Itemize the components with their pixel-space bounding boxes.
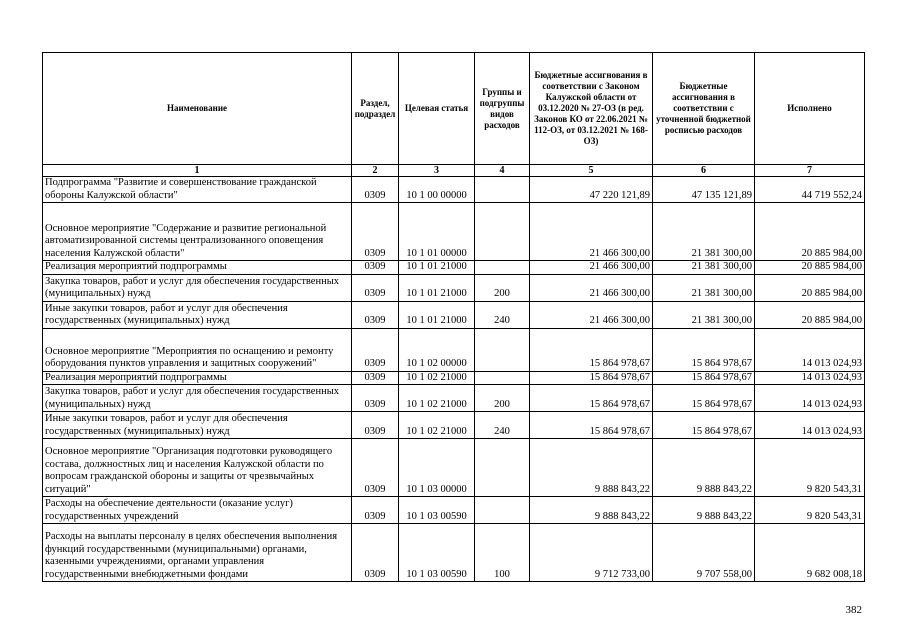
column-number: 3 (399, 165, 475, 177)
row-schedule-amount: 15 864 978,67 (653, 412, 755, 439)
row-target-article: 10 1 02 21000 (399, 371, 475, 385)
row-executed-amount: 14 013 024,93 (755, 328, 865, 371)
row-schedule-amount: 15 864 978,67 (653, 371, 755, 385)
row-section: 0309 (352, 177, 399, 203)
column-number: 2 (352, 165, 399, 177)
column-number: 6 (653, 165, 755, 177)
row-name: Закупка товаров, работ и услуг для обеспечения государственных (муниципальных) нужд (43, 385, 352, 412)
row-law-amount: 21 466 300,00 (530, 203, 653, 261)
table-body (43, 177, 865, 582)
row-schedule-amount: 47 135 121,89 (653, 177, 755, 203)
row-executed-amount: 14 013 024,93 (755, 412, 865, 439)
header-law-allocations: Бюджетные ассигнования в соответствии с Законом Калужской области от 03.12.2020 № 27-ОЗ (в ред. Законов КО от 22.06.2021 № 112-ОЗ, от 03.12.2021 № 168-ОЗ) (530, 53, 653, 165)
row-schedule-amount: 9 707 558,00 (653, 524, 755, 582)
row-law-amount: 21 466 300,00 (530, 274, 653, 301)
row-target-article: 10 1 03 00590 (399, 497, 475, 524)
row-name: Иные закупки товаров, работ и услуг для обеспечения государственных (муниципальных) нужд (43, 301, 352, 328)
row-expense-group: 240 (475, 301, 530, 328)
column-number: 1 (43, 165, 352, 177)
row-name: Расходы на обеспечение деятельности (оказание услуг) государственных учреждений (43, 497, 352, 524)
row-schedule-amount: 21 381 300,00 (653, 261, 755, 275)
row-target-article: 10 1 01 21000 (399, 274, 475, 301)
row-expense-group (475, 497, 530, 524)
row-law-amount: 9 888 843,22 (530, 497, 653, 524)
budget-table (42, 52, 865, 582)
column-number: 4 (475, 165, 530, 177)
row-law-amount: 21 466 300,00 (530, 301, 653, 328)
row-target-article: 10 1 01 00000 (399, 203, 475, 261)
row-executed-amount: 20 885 984,00 (755, 261, 865, 275)
column-number: 5 (530, 165, 653, 177)
row-name: Закупка товаров, работ и услуг для обеспечения государственных (муниципальных) нужд (43, 274, 352, 301)
row-section: 0309 (352, 439, 399, 497)
row-schedule-amount: 9 888 843,22 (653, 439, 755, 497)
row-expense-group (475, 177, 530, 203)
row-expense-group (475, 328, 530, 371)
column-number: 7 (755, 165, 865, 177)
table-row (43, 385, 865, 412)
row-target-article: 10 1 02 00000 (399, 328, 475, 371)
row-section: 0309 (352, 371, 399, 385)
row-executed-amount: 44 719 552,24 (755, 177, 865, 203)
row-target-article: 10 1 02 21000 (399, 412, 475, 439)
row-expense-group (475, 371, 530, 385)
row-target-article: 10 1 03 00590 (399, 524, 475, 582)
row-section: 0309 (352, 261, 399, 275)
row-law-amount: 15 864 978,67 (530, 385, 653, 412)
row-law-amount: 9 712 733,00 (530, 524, 653, 582)
row-executed-amount: 9 682 008,18 (755, 524, 865, 582)
table-row (43, 497, 865, 524)
page-number: 382 (845, 604, 862, 616)
row-law-amount: 15 864 978,67 (530, 371, 653, 385)
row-section: 0309 (352, 301, 399, 328)
row-schedule-amount: 9 888 843,22 (653, 497, 755, 524)
row-expense-group: 240 (475, 412, 530, 439)
row-target-article: 10 1 01 21000 (399, 301, 475, 328)
row-executed-amount: 20 885 984,00 (755, 203, 865, 261)
row-schedule-amount: 15 864 978,67 (653, 385, 755, 412)
header-target-article: Целевая статья (399, 53, 475, 165)
row-section: 0309 (352, 385, 399, 412)
row-executed-amount: 14 013 024,93 (755, 371, 865, 385)
row-schedule-amount: 21 381 300,00 (653, 203, 755, 261)
row-section: 0309 (352, 274, 399, 301)
table-row (43, 261, 865, 275)
row-section: 0309 (352, 524, 399, 582)
row-name: Подпрограмма "Развитие и совершенствование гражданской обороны Калужской области" (43, 177, 352, 203)
header-name: Наименование (43, 53, 352, 165)
row-executed-amount: 9 820 543,31 (755, 497, 865, 524)
row-name: Основное мероприятие "Организация подготовки руководящего состава, должностных лиц и населения Калужской области по вопросам гражданской обороны и защиты от чрезвычайных ситуаций" (43, 439, 352, 497)
row-schedule-amount: 21 381 300,00 (653, 274, 755, 301)
row-section: 0309 (352, 497, 399, 524)
header-section: Раздел, подраздел (352, 53, 399, 165)
row-section: 0309 (352, 328, 399, 371)
row-target-article: 10 1 01 21000 (399, 261, 475, 275)
row-target-article: 10 1 00 00000 (399, 177, 475, 203)
column-number-row (43, 165, 865, 177)
header-row (43, 53, 865, 165)
table-row (43, 439, 865, 497)
row-name: Иные закупки товаров, работ и услуг для обеспечения государственных (муниципальных) нужд (43, 412, 352, 439)
row-schedule-amount: 15 864 978,67 (653, 328, 755, 371)
row-expense-group: 200 (475, 385, 530, 412)
row-schedule-amount: 21 381 300,00 (653, 301, 755, 328)
row-law-amount: 15 864 978,67 (530, 412, 653, 439)
table-row (43, 177, 865, 203)
row-expense-group: 200 (475, 274, 530, 301)
row-name: Основное мероприятие "Мероприятия по оснащению и ремонту оборудования пунктов управления и защитных сооружений" (43, 328, 352, 371)
header-executed: Исполнено (755, 53, 865, 165)
row-section: 0309 (352, 203, 399, 261)
table-row (43, 328, 865, 371)
row-executed-amount: 14 013 024,93 (755, 385, 865, 412)
row-executed-amount: 9 820 543,31 (755, 439, 865, 497)
row-section: 0309 (352, 412, 399, 439)
row-law-amount: 47 220 121,89 (530, 177, 653, 203)
row-target-article: 10 1 02 21000 (399, 385, 475, 412)
table-row (43, 203, 865, 261)
row-name: Реализация мероприятий подпрограммы (43, 261, 352, 275)
row-executed-amount: 20 885 984,00 (755, 274, 865, 301)
header-schedule-allocations: Бюджетные ассигнования в соответствии с уточненной бюджетной росписью расходов (653, 53, 755, 165)
row-expense-group: 100 (475, 524, 530, 582)
row-expense-group (475, 439, 530, 497)
table-row (43, 274, 865, 301)
row-executed-amount: 20 885 984,00 (755, 301, 865, 328)
table-row (43, 301, 865, 328)
table-row (43, 371, 865, 385)
row-name: Основное мероприятие "Содержание и развитие региональной автоматизированной системы централизованного оповещения населения Калужской области" (43, 203, 352, 261)
row-expense-group (475, 203, 530, 261)
row-target-article: 10 1 03 00000 (399, 439, 475, 497)
row-name: Реализация мероприятий подпрограммы (43, 371, 352, 385)
table-row (43, 524, 865, 582)
row-expense-group (475, 261, 530, 275)
row-law-amount: 21 466 300,00 (530, 261, 653, 275)
row-law-amount: 9 888 843,22 (530, 439, 653, 497)
row-name: Расходы на выплаты персоналу в целях обеспечения выполнения функций государственными (муниципальными) органами, казенными учреждениями, органами управления государственными внебюджетными фондами (43, 524, 352, 582)
header-expense-group: Группы и подгруппы видов расходов (475, 53, 530, 165)
row-law-amount: 15 864 978,67 (530, 328, 653, 371)
table-row (43, 412, 865, 439)
